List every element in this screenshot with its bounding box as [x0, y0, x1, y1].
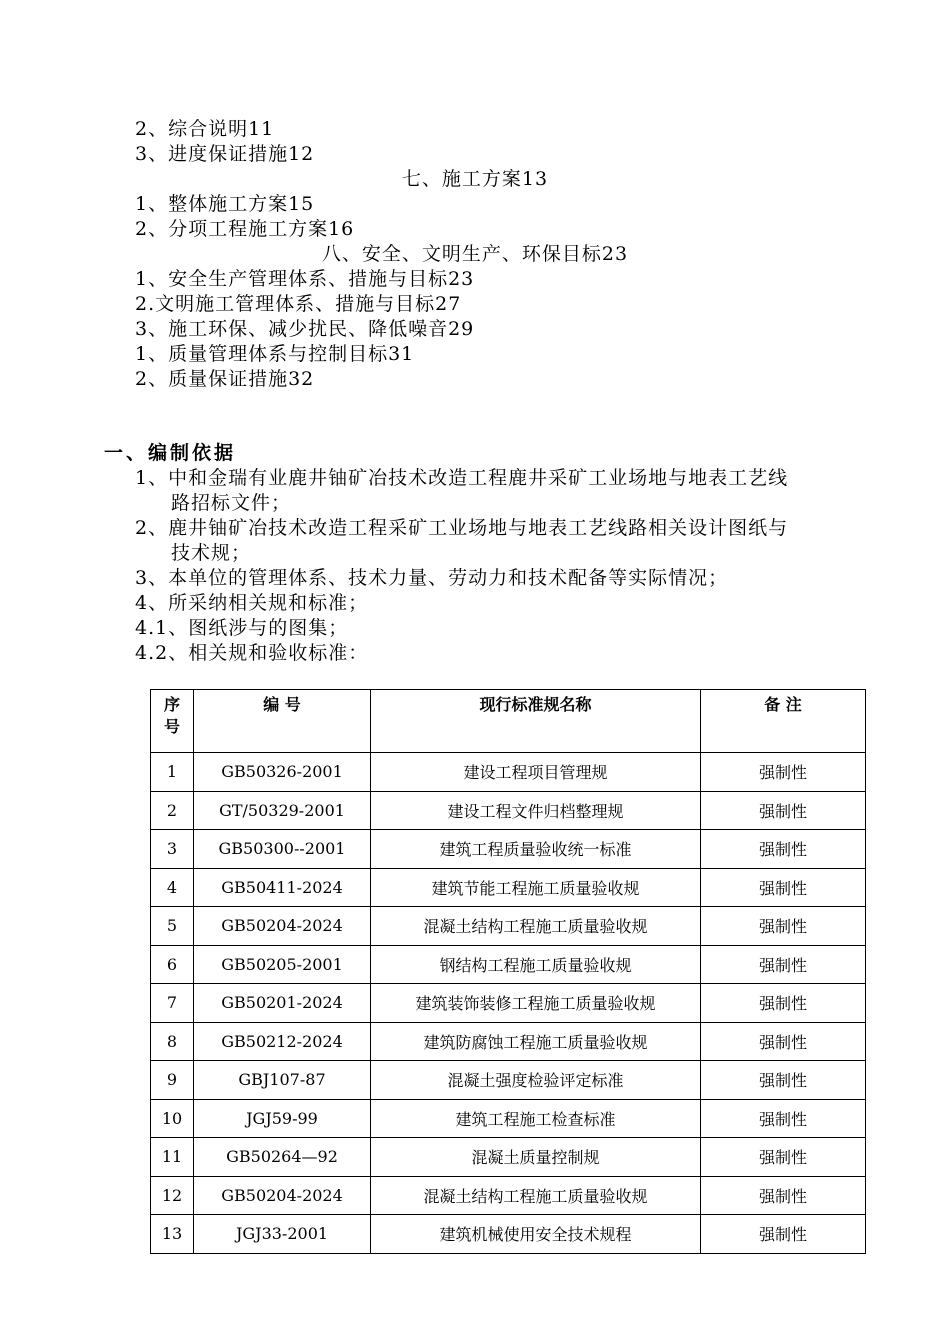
cell-code: JGJ59-99 [194, 1099, 371, 1138]
cell-code: GBJ107-87 [194, 1061, 371, 1100]
cell-remark: 强制性 [701, 1138, 866, 1177]
cell-seq: 13 [151, 1215, 194, 1254]
basis-item-continuation: 路招标文件； [171, 492, 292, 514]
header-seq: 序号 [151, 690, 194, 753]
header-standard-name: 现行标准规名称 [371, 690, 701, 753]
cell-code: GB50300--2001 [194, 830, 371, 869]
cell-seq: 3 [151, 830, 194, 869]
section-heading: 一、编制依据 [104, 442, 237, 464]
cell-seq: 8 [151, 1022, 194, 1061]
cell-seq: 4 [151, 868, 194, 907]
toc-line: 2、分项工程施工方案16 [135, 218, 355, 240]
cell-standard-name: 建筑防腐蚀工程施工质量验收规 [371, 1022, 701, 1061]
cell-remark: 强制性 [701, 1061, 866, 1100]
standards-table [150, 689, 866, 1254]
cell-code: GB50212-2024 [194, 1022, 371, 1061]
header-code: 编 号 [194, 690, 371, 753]
table-row [151, 1022, 866, 1061]
cell-standard-name: 建设工程文件归档整理规 [371, 791, 701, 830]
cell-seq: 6 [151, 945, 194, 984]
basis-item-continuation: 技术规； [171, 542, 252, 564]
basis-item: 2、鹿井铀矿冶技术改造工程采矿工业场地与地表工艺线路相关设计图纸与 [135, 517, 789, 539]
cell-remark: 强制性 [701, 945, 866, 984]
cell-remark: 强制性 [701, 753, 866, 792]
cell-code: JGJ33-2001 [194, 1215, 371, 1254]
table-row [151, 753, 866, 792]
cell-remark: 强制性 [701, 1215, 866, 1254]
table-row [151, 1061, 866, 1100]
table-row [151, 1215, 866, 1254]
toc-line: 3、进度保证措施12 [135, 143, 315, 165]
cell-remark: 强制性 [701, 1099, 866, 1138]
header-remark: 备 注 [701, 690, 866, 753]
basis-item: 4、所采纳相关规和标准； [135, 592, 369, 614]
cell-code: GB50205-2001 [194, 945, 371, 984]
cell-standard-name: 建筑工程质量验收统一标准 [371, 830, 701, 869]
table-row [151, 945, 866, 984]
cell-code: GB50264—92 [194, 1138, 371, 1177]
toc-line: 2.文明施工管理体系、措施与目标27 [135, 293, 462, 315]
cell-standard-name: 钢结构工程施工质量验收规 [371, 945, 701, 984]
cell-code: GT/50329-2001 [194, 791, 371, 830]
toc-line: 3、施工环保、减少扰民、降低噪音29 [135, 318, 475, 340]
cell-code: GB50411-2024 [194, 868, 371, 907]
table-row [151, 868, 866, 907]
toc-chapter: 八、安全、文明生产、环保目标23 [321, 243, 629, 265]
toc-line: 2、综合说明11 [135, 118, 275, 140]
cell-standard-name: 建筑装饰装修工程施工质量验收规 [371, 984, 701, 1023]
basis-item: 3、本单位的管理体系、技术力量、劳动力和技术配备等实际情况； [135, 567, 729, 589]
basis-item: 4.1、图纸涉与的图集； [135, 617, 349, 639]
cell-remark: 强制性 [701, 830, 866, 869]
cell-remark: 强制性 [701, 984, 866, 1023]
toc-chapter: 七、施工方案13 [401, 168, 549, 190]
cell-remark: 强制性 [701, 1176, 866, 1215]
table-row [151, 830, 866, 869]
cell-code: GB50204-2024 [194, 1176, 371, 1215]
table-row [151, 1099, 866, 1138]
cell-standard-name: 混凝土结构工程施工质量验收规 [371, 907, 701, 946]
cell-remark: 强制性 [701, 791, 866, 830]
table-header-row [151, 690, 866, 753]
cell-seq: 12 [151, 1176, 194, 1215]
cell-standard-name: 混凝土质量控制规 [371, 1138, 701, 1177]
table-row [151, 984, 866, 1023]
cell-standard-name: 建筑节能工程施工质量验收规 [371, 868, 701, 907]
cell-seq: 5 [151, 907, 194, 946]
cell-standard-name: 建筑机械使用安全技术规程 [371, 1215, 701, 1254]
cell-seq: 2 [151, 791, 194, 830]
cell-standard-name: 混凝土结构工程施工质量验收规 [371, 1176, 701, 1215]
table-row [151, 1138, 866, 1177]
cell-seq: 9 [151, 1061, 194, 1100]
cell-seq: 7 [151, 984, 194, 1023]
cell-code: GB50326-2001 [194, 753, 371, 792]
cell-seq: 11 [151, 1138, 194, 1177]
basis-item: 1、中和金瑞有业鹿井铀矿冶技术改造工程鹿井采矿工业场地与地表工艺线 [135, 467, 789, 489]
basis-item: 4.2、相关规和验收标准： [135, 642, 369, 664]
toc-line: 1、安全生产管理体系、措施与目标23 [135, 268, 475, 290]
cell-code: GB50201-2024 [194, 984, 371, 1023]
cell-remark: 强制性 [701, 907, 866, 946]
table-row [151, 907, 866, 946]
toc-line: 1、整体施工方案15 [135, 193, 315, 215]
cell-standard-name: 建筑工程施工检查标准 [371, 1099, 701, 1138]
cell-remark: 强制性 [701, 868, 866, 907]
cell-seq: 1 [151, 753, 194, 792]
toc-line: 1、质量管理体系与控制目标31 [135, 343, 415, 365]
cell-standard-name: 建设工程项目管理规 [371, 753, 701, 792]
table-row [151, 1176, 866, 1215]
table-row [151, 791, 866, 830]
cell-standard-name: 混凝土强度检验评定标准 [371, 1061, 701, 1100]
cell-code: GB50204-2024 [194, 907, 371, 946]
cell-seq: 10 [151, 1099, 194, 1138]
cell-remark: 强制性 [701, 1022, 866, 1061]
toc-line: 2、质量保证措施32 [135, 368, 315, 390]
